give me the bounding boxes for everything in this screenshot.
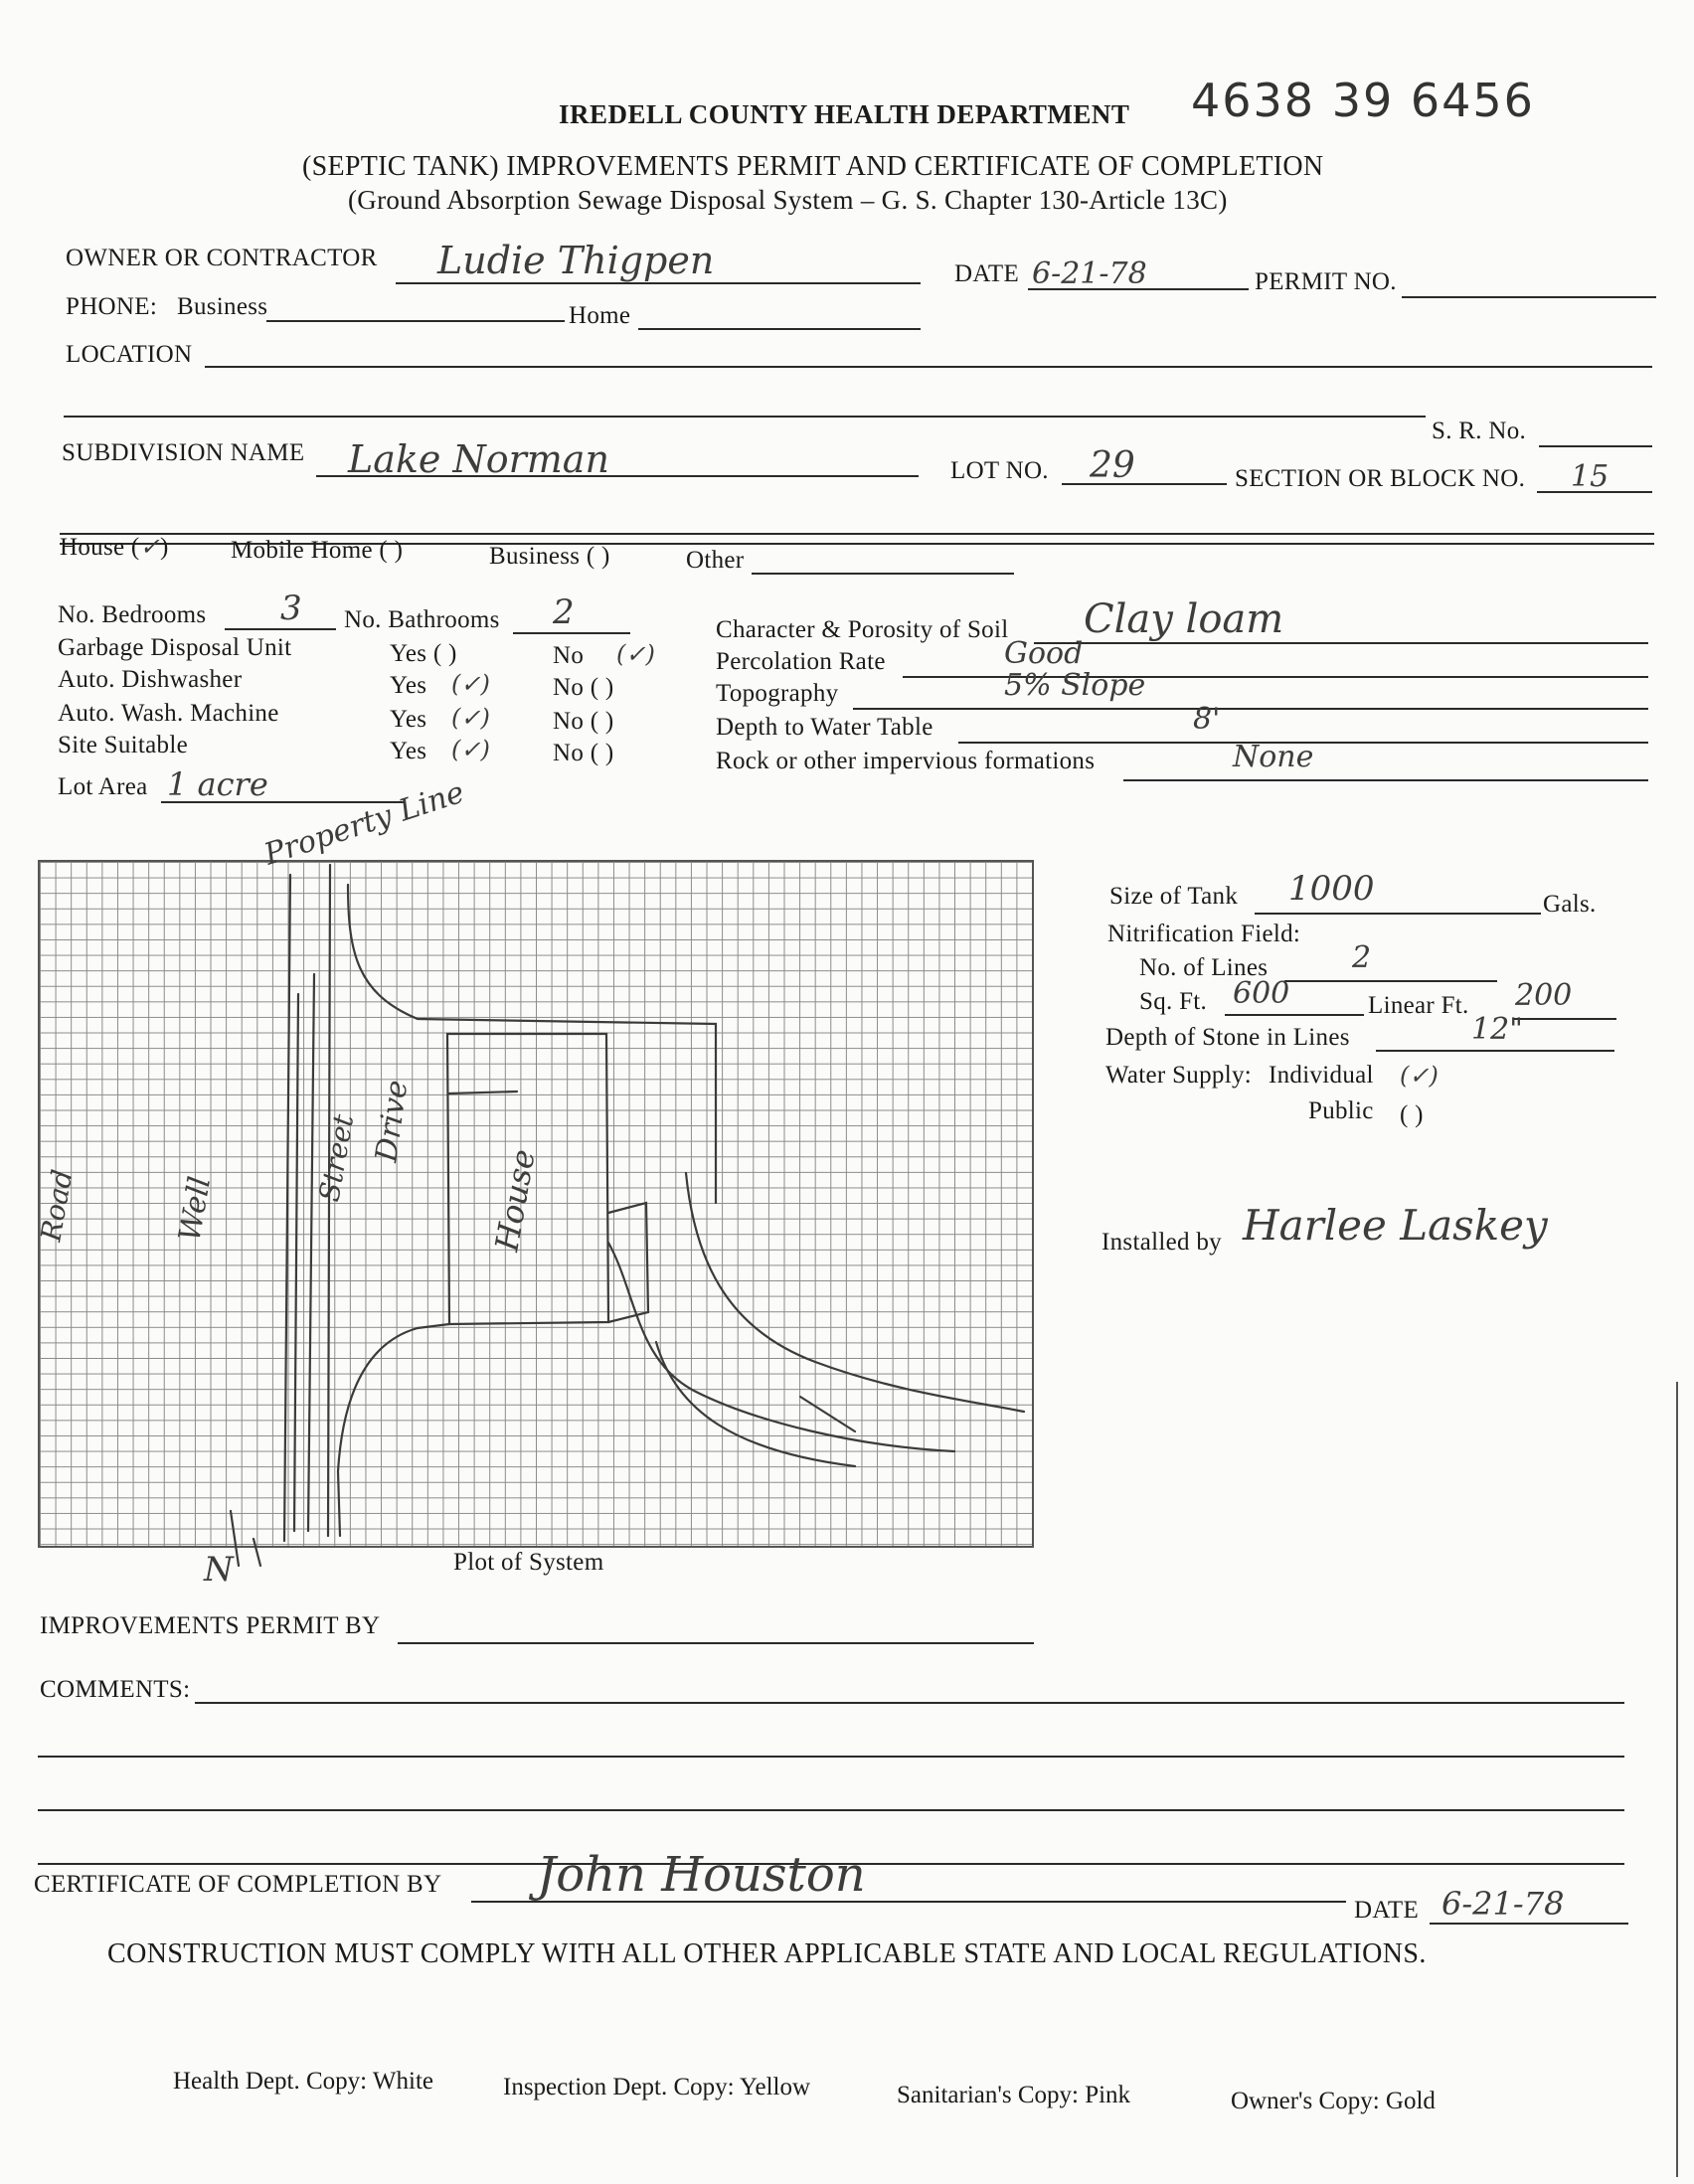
linear-ft-label: Linear Ft. (1368, 992, 1469, 1019)
rock-label: Rock or other impervious formations (716, 748, 1096, 774)
parcel-number: 4638 39 6456 (1191, 74, 1535, 127)
form-title: (SEPTIC TANK) IMPROVEMENTS PERMIT AND CERTIFICATE OF COMPLETION (302, 151, 1324, 182)
owner-label: OWNER OR CONTRACTOR (66, 245, 378, 271)
comments-line-2[interactable] (38, 1756, 1624, 1758)
individual-label: Individual (1269, 1062, 1374, 1089)
compliance-notice: CONSTRUCTION MUST COMPLY WITH ALL OTHER APPLICABLE STATE AND LOCAL REGULATIONS. (107, 1938, 1427, 1969)
certificate-signature[interactable]: John Houston (537, 1847, 866, 1903)
permit-label: PERMIT NO. (1255, 268, 1397, 295)
permit-by-line[interactable] (398, 1642, 1034, 1644)
lot-area-value[interactable]: 1 acre (167, 765, 268, 803)
scan-edge (1676, 1382, 1678, 2177)
bathrooms-label: No. Bathrooms (344, 606, 500, 633)
rock-value[interactable]: None (1233, 740, 1314, 774)
house-close: ) (159, 534, 169, 561)
lot-area-label: Lot Area (58, 773, 148, 800)
stone-depth-label: Depth of Stone in Lines (1105, 1024, 1350, 1051)
subdivision-value[interactable]: Lake Norman (348, 437, 609, 481)
nitrification-label: Nitrification Field: (1107, 921, 1301, 947)
garbage-yes[interactable]: Yes ( ) (390, 640, 457, 667)
date-label: DATE (954, 260, 1020, 287)
soil-character-value[interactable]: Clay loam (1084, 596, 1284, 642)
lot-value[interactable]: 29 (1090, 445, 1135, 486)
form-subtitle: (Ground Absorption Sewage Disposal System – G. S. Chapter 130-Article 13C) (348, 185, 1228, 215)
road-label: Road (34, 1167, 80, 1245)
business-option[interactable]: Business ( ) (489, 543, 610, 570)
other-option: Other (686, 547, 745, 574)
stone-depth-value[interactable]: 12" (1471, 1012, 1523, 1047)
certificate-label: CERTIFICATE OF COMPLETION BY (34, 1871, 442, 1898)
house-label: House (487, 1146, 543, 1255)
north-label: N (204, 1550, 234, 1590)
dishwasher-yes: Yes (390, 672, 427, 699)
site-no[interactable]: No ( ) (553, 740, 614, 766)
phone-label: PHONE: (66, 293, 158, 320)
public-label: Public (1308, 1097, 1374, 1124)
individual-mark[interactable]: (✓) (1400, 1062, 1439, 1090)
washer-yes-mark[interactable]: (✓) (451, 704, 490, 732)
driveway-bottom (338, 1324, 449, 1536)
public-mark[interactable]: ( ) (1400, 1101, 1424, 1128)
linear-ft-line (1513, 1018, 1616, 1020)
subdivision-label: SUBDIVISION NAME (62, 439, 305, 466)
sr-label: S. R. No. (1432, 418, 1527, 444)
section-value[interactable]: 15 (1571, 459, 1609, 494)
site-suitable-label: Site Suitable (58, 732, 188, 758)
permit-by-label: IMPROVEMENTS PERMIT BY (40, 1612, 381, 1639)
property-line-label: Property Line (259, 774, 469, 873)
site-yes-mark[interactable]: (✓) (451, 736, 490, 763)
date-value[interactable]: 6-21-78 (1032, 256, 1147, 291)
house-mark: ✓ (139, 533, 160, 561)
inspection-dept-copy: Inspection Dept. Copy: Yellow (503, 2074, 811, 2100)
comments-line-3[interactable] (38, 1809, 1624, 1811)
plot-caption: Plot of System (453, 1549, 604, 1576)
lines-line (1284, 980, 1497, 982)
topography-label: Topography (716, 680, 839, 707)
tank-size-line (1255, 913, 1541, 915)
bedrooms-value[interactable]: 3 (280, 588, 302, 628)
washer-yes: Yes (390, 706, 427, 733)
tank-size-value[interactable]: 1000 (1288, 869, 1375, 909)
road-line-2 (308, 974, 314, 1531)
home-phone-label: Home (569, 302, 631, 329)
property-line-left (284, 875, 290, 1541)
sqft-label: Sq. Ft. (1139, 988, 1208, 1015)
linear-ft-value[interactable]: 200 (1515, 978, 1573, 1013)
sanitarian-copy: Sanitarian's Copy: Pink (897, 2082, 1131, 2108)
field-line-2 (686, 1173, 1024, 1412)
bathrooms-value[interactable]: 2 (553, 592, 575, 632)
drive-label: Drive (369, 1078, 416, 1165)
perc-rate-value[interactable]: Good (1004, 636, 1084, 671)
lines-value[interactable]: 2 (1352, 940, 1372, 975)
water-table-value[interactable]: 8' (1193, 702, 1221, 737)
certificate-date-label: DATE (1354, 1897, 1420, 1924)
road-line-1 (294, 994, 298, 1531)
washer-label: Auto. Wash. Machine (58, 700, 279, 727)
bedrooms-label: No. Bedrooms (58, 601, 207, 628)
installed-by-label: Installed by (1101, 1229, 1222, 1256)
owner-value[interactable]: Ludie Thigpen (437, 239, 715, 282)
topography-value[interactable]: 5% Slope (1004, 668, 1146, 703)
water-table-label: Depth to Water Table (716, 714, 933, 741)
sqft-line (1225, 1014, 1364, 1016)
garbage-no: No (553, 642, 585, 669)
gals-label: Gals. (1543, 891, 1597, 918)
perc-rate-label: Percolation Rate (716, 648, 886, 675)
tank-size-label: Size of Tank (1109, 883, 1239, 910)
dishwasher-no[interactable]: No ( ) (553, 674, 614, 701)
dishwasher-label: Auto. Dishwasher (58, 666, 243, 693)
mobile-home-option[interactable]: Mobile Home ( ) (231, 537, 404, 564)
garbage-label: Garbage Disposal Unit (58, 634, 292, 661)
comments-label: COMMENTS: (40, 1676, 191, 1703)
installed-by-value[interactable]: Harlee Laskey (1243, 1201, 1548, 1250)
health-dept-copy: Health Dept. Copy: White (173, 2068, 433, 2095)
certificate-date-line (1430, 1923, 1628, 1925)
house-label: House ( (60, 534, 140, 561)
location-label: LOCATION (66, 341, 193, 368)
well-label: Well (172, 1173, 219, 1245)
dishwasher-yes-mark[interactable]: (✓) (451, 670, 490, 698)
owner-copy: Owner's Copy: Gold (1231, 2088, 1436, 2114)
soil-character-label: Character & Porosity of Soil (716, 616, 1009, 643)
water-supply-label: Water Supply: (1105, 1062, 1253, 1089)
lot-label: LOT NO. (950, 457, 1049, 484)
street-label: Street (312, 1111, 361, 1205)
sqft-value[interactable]: 600 (1233, 976, 1290, 1011)
site-yes: Yes (390, 738, 427, 764)
section-label: SECTION OR BLOCK NO. (1235, 465, 1526, 492)
comments-line-1[interactable] (195, 1702, 1624, 1704)
washer-no[interactable]: No ( ) (553, 708, 614, 735)
certificate-date-value[interactable]: 6-21-78 (1441, 1885, 1565, 1923)
garbage-no-mark[interactable]: (✓) (616, 640, 655, 668)
stone-depth-line (1376, 1050, 1614, 1052)
business-phone-label: Business (177, 293, 268, 320)
department-name: IREDELL COUNTY HEALTH DEPARTMENT (559, 99, 1130, 129)
lines-label: No. of Lines (1139, 954, 1269, 981)
